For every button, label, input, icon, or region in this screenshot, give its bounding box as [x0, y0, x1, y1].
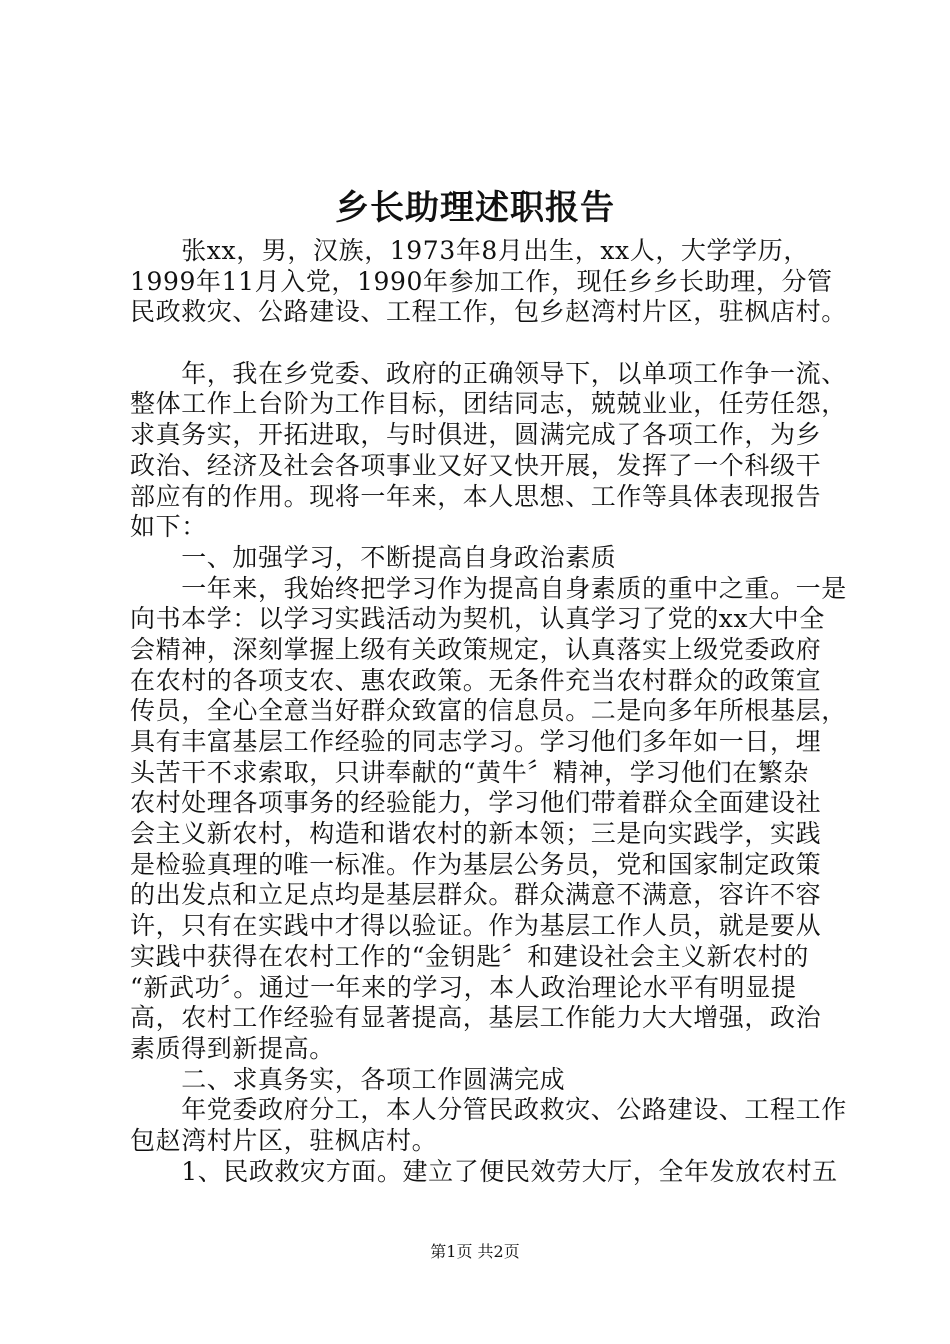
text-line: 求真务实，开拓进取，与时俱进，圆满完成了各项工作，为乡: [130, 420, 822, 450]
text-line: 包赵湾村片区，驻枫店村。: [130, 1125, 438, 1155]
text-line: 如下：: [130, 512, 207, 542]
text-line: 素质得到新提高。: [130, 1033, 335, 1063]
document-title: 乡长助理述职报告: [335, 188, 615, 228]
text-line: 政治、经济及社会各项事业又好又快开展，发挥了一个科级干: [130, 450, 822, 480]
page-footer: 第1页 共2页: [430, 1242, 520, 1261]
text-line: 传员，全心全意当好群众致富的信息员。二是向多年所根基层，: [130, 696, 847, 726]
text-line: 整体工作上台阶为工作目标，团结同志，兢兢业业，任劳任怨，: [130, 389, 847, 419]
text-line: 年党委政府分工，本人分管民政救灾、公路建设、工程工作: [130, 1095, 847, 1125]
text-line: 1、民政救灾方面。建立了便民效劳大厅，全年发放农村五: [130, 1156, 838, 1186]
text-line: 农村处理各项事务的经验能力，学习他们带着群众全面建设社: [130, 788, 822, 818]
text-line: 1999年11月入党，1990年参加工作，现任乡乡长助理，分管: [130, 266, 833, 296]
text-line: 实践中获得在农村工作的“金钥匙〞和建设社会主义新农村的: [130, 941, 809, 971]
text-line: 一年来，我始终把学习作为提高自身素质的重中之重。一是: [130, 573, 847, 603]
text-line: 向书本学：以学习实践活动为契机，认真学习了党的xx大中全: [130, 604, 826, 634]
text-line: 的出发点和立足点均是基层群众。群众满意不满意，容许不容: [130, 880, 822, 910]
section-heading: 一、加强学习，不断提高自身政治素质: [130, 542, 617, 572]
text-line: 会精神，深刻掌握上级有关政策规定，认真落实上级党委政府: [130, 634, 822, 664]
text-line: 在农村的各项支农、惠农政策。无条件充当农村群众的政策宣: [130, 665, 822, 695]
text-line: 会主义新农村，构造和谐农村的新本领；三是向实践学，实践: [130, 819, 822, 849]
text-line: 头苦干不求索取，只讲奉献的“黄牛〞精神，学习他们在繁杂: [130, 757, 809, 787]
text-line: 民政救灾、公路建设、工程工作，包乡赵湾村片区，驻枫店村。: [130, 297, 847, 327]
text-line: 部应有的作用。现将一年来，本人思想、工作等具体表现报告: [130, 481, 822, 511]
text-line: 是检验真理的唯一标准。作为基层公务员，党和国家制定政策: [130, 849, 822, 879]
text-line: 高，农村工作经验有显著提高，基层工作能力大大增强，政治: [130, 1003, 822, 1033]
text-line: “新武功〞。通过一年来的学习，本人政治理论水平有明显提: [130, 972, 797, 1002]
text-line: 许，只有在实践中才得以验证。作为基层工作人员，就是要从: [130, 911, 822, 941]
text-line: 具有丰富基层工作经验的同志学习。学习他们多年如一日，埋: [130, 727, 822, 757]
text-line: 张xx，男，汉族，1973年8月出生，xx人，大学学历，: [130, 236, 809, 265]
text-line: 年，我在乡党委、政府的正确领导下，以单项工作争一流、: [130, 358, 847, 388]
section-heading: 二、求真务实，各项工作圆满完成: [130, 1064, 566, 1094]
document-body: [130, 236, 850, 1187]
